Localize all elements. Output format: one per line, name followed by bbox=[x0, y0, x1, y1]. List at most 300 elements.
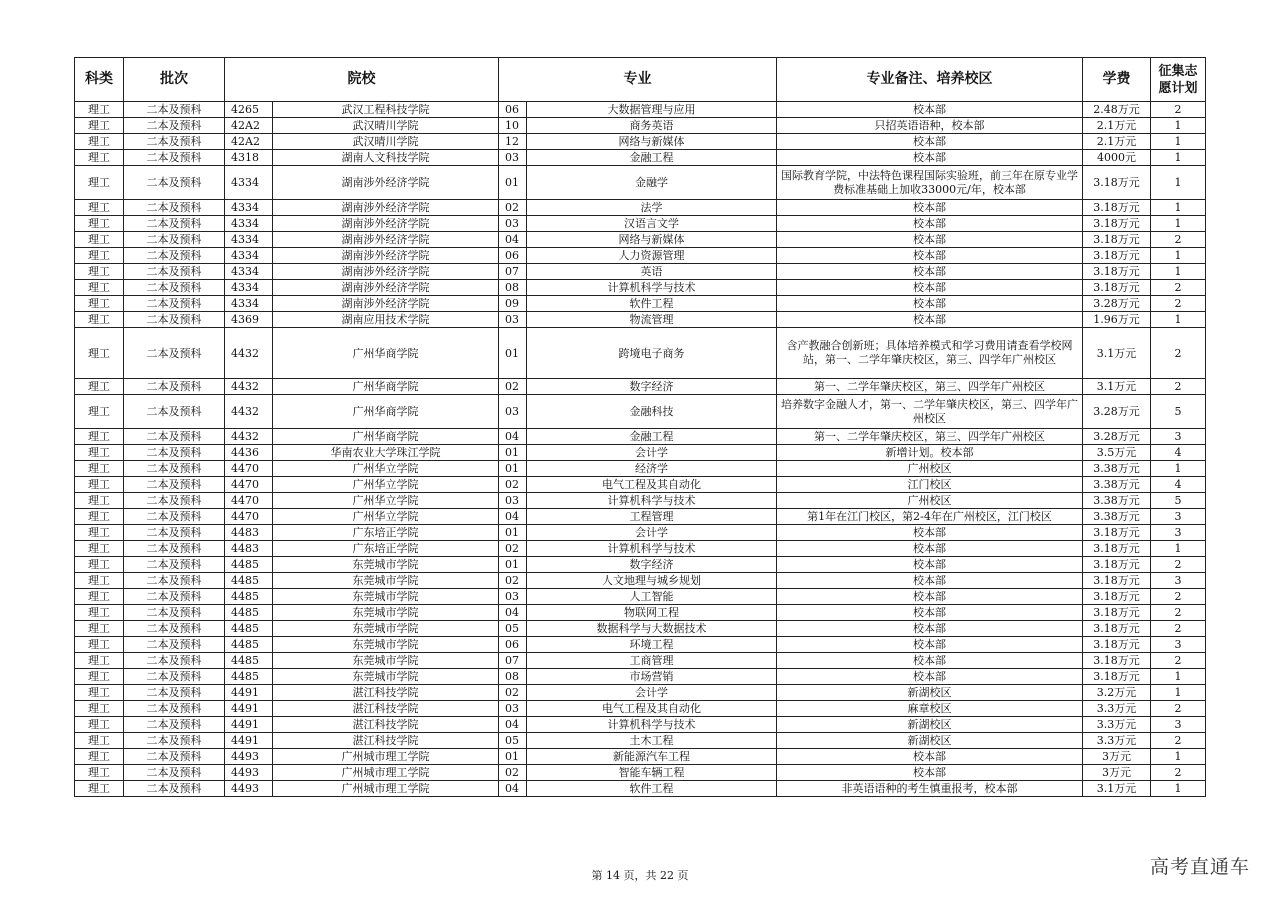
cell-plan: 4 bbox=[1151, 477, 1206, 493]
cell-category: 理工 bbox=[75, 749, 124, 765]
cell-school-name: 东莞城市学院 bbox=[273, 589, 499, 605]
cell-batch: 二本及预科 bbox=[124, 248, 225, 264]
cell-major-name: 网络与新媒体 bbox=[527, 232, 777, 248]
cell-batch: 二本及预科 bbox=[124, 669, 225, 685]
table-row bbox=[75, 717, 1206, 733]
cell-notes: 含产教融合创新班；具体培养模式和学习费用请查看学校网站，第一、二学年肇庆校区，第三、四学年广州校区 bbox=[777, 328, 1083, 379]
cell-batch: 二本及预科 bbox=[124, 395, 225, 429]
cell-school-name: 华南农业大学珠江学院 bbox=[273, 445, 499, 461]
cell-major-name: 物联网工程 bbox=[527, 605, 777, 621]
cell-school-name: 广州城市理工学院 bbox=[273, 781, 499, 797]
cell-major-code: 12 bbox=[499, 134, 527, 150]
cell-plan: 1 bbox=[1151, 134, 1206, 150]
cell-category: 理工 bbox=[75, 102, 124, 118]
cell-tuition: 3.18万元 bbox=[1083, 525, 1151, 541]
cell-notes: 校本部 bbox=[777, 573, 1083, 589]
cell-major-name: 软件工程 bbox=[527, 781, 777, 797]
cell-plan: 3 bbox=[1151, 717, 1206, 733]
cell-batch: 二本及预科 bbox=[124, 118, 225, 134]
cell-plan: 1 bbox=[1151, 749, 1206, 765]
table-row bbox=[75, 461, 1206, 477]
cell-batch: 二本及预科 bbox=[124, 509, 225, 525]
cell-category: 理工 bbox=[75, 264, 124, 280]
table-row bbox=[75, 280, 1206, 296]
cell-tuition: 3.18万元 bbox=[1083, 637, 1151, 653]
header-tuition: 学费 bbox=[1083, 58, 1151, 102]
cell-major-code: 04 bbox=[499, 605, 527, 621]
cell-school-name: 湛江科技学院 bbox=[273, 717, 499, 733]
cell-school-name: 东莞城市学院 bbox=[273, 669, 499, 685]
cell-category: 理工 bbox=[75, 395, 124, 429]
cell-category: 理工 bbox=[75, 493, 124, 509]
table-row bbox=[75, 216, 1206, 232]
cell-major-code: 06 bbox=[499, 102, 527, 118]
cell-category: 理工 bbox=[75, 166, 124, 200]
table-row bbox=[75, 557, 1206, 573]
cell-tuition: 3.18万元 bbox=[1083, 605, 1151, 621]
cell-plan: 2 bbox=[1151, 102, 1206, 118]
cell-tuition: 3.18万元 bbox=[1083, 669, 1151, 685]
cell-plan: 2 bbox=[1151, 328, 1206, 379]
cell-plan: 1 bbox=[1151, 216, 1206, 232]
cell-category: 理工 bbox=[75, 621, 124, 637]
header-category: 科类 bbox=[75, 58, 124, 102]
cell-major-code: 03 bbox=[499, 150, 527, 166]
cell-school-code: 4485 bbox=[225, 605, 273, 621]
cell-major-code: 03 bbox=[499, 216, 527, 232]
cell-school-code: 4334 bbox=[225, 216, 273, 232]
cell-major-name: 人工智能 bbox=[527, 589, 777, 605]
cell-major-code: 10 bbox=[499, 118, 527, 134]
cell-batch: 二本及预科 bbox=[124, 701, 225, 717]
cell-batch: 二本及预科 bbox=[124, 557, 225, 573]
cell-notes: 非英语语种的考生慎重报考，校本部 bbox=[777, 781, 1083, 797]
cell-tuition: 3.38万元 bbox=[1083, 493, 1151, 509]
cell-school-name: 广州华商学院 bbox=[273, 328, 499, 379]
cell-school-name: 武汉工程科技学院 bbox=[273, 102, 499, 118]
cell-major-name: 数字经济 bbox=[527, 557, 777, 573]
cell-school-name: 东莞城市学院 bbox=[273, 621, 499, 637]
cell-major-name: 经济学 bbox=[527, 461, 777, 477]
cell-plan: 5 bbox=[1151, 493, 1206, 509]
cell-school-code: 4318 bbox=[225, 150, 273, 166]
table-row bbox=[75, 264, 1206, 280]
cell-school-name: 广州城市理工学院 bbox=[273, 749, 499, 765]
cell-notes: 校本部 bbox=[777, 525, 1083, 541]
cell-tuition: 3.28万元 bbox=[1083, 395, 1151, 429]
cell-major-code: 01 bbox=[499, 461, 527, 477]
cell-category: 理工 bbox=[75, 118, 124, 134]
cell-school-name: 东莞城市学院 bbox=[273, 557, 499, 573]
cell-batch: 二本及预科 bbox=[124, 166, 225, 200]
cell-school-name: 广州华立学院 bbox=[273, 493, 499, 509]
cell-major-name: 会计学 bbox=[527, 525, 777, 541]
table-row bbox=[75, 395, 1206, 429]
table-row bbox=[75, 733, 1206, 749]
cell-category: 理工 bbox=[75, 685, 124, 701]
table-row bbox=[75, 605, 1206, 621]
cell-batch: 二本及预科 bbox=[124, 493, 225, 509]
table-row bbox=[75, 134, 1206, 150]
cell-notes: 新湖校区 bbox=[777, 685, 1083, 701]
cell-school-code: 4485 bbox=[225, 669, 273, 685]
cell-school-code: 4432 bbox=[225, 395, 273, 429]
cell-major-name: 新能源汽车工程 bbox=[527, 749, 777, 765]
cell-batch: 二本及预科 bbox=[124, 781, 225, 797]
cell-tuition: 2.1万元 bbox=[1083, 118, 1151, 134]
cell-batch: 二本及预科 bbox=[124, 216, 225, 232]
cell-major-name: 计算机科学与技术 bbox=[527, 541, 777, 557]
cell-plan: 2 bbox=[1151, 653, 1206, 669]
cell-notes: 校本部 bbox=[777, 102, 1083, 118]
cell-tuition: 3.28万元 bbox=[1083, 296, 1151, 312]
cell-notes: 校本部 bbox=[777, 150, 1083, 166]
table-row bbox=[75, 541, 1206, 557]
header-notes: 专业备注、培养校区 bbox=[777, 58, 1083, 102]
table-row bbox=[75, 589, 1206, 605]
cell-school-code: 4485 bbox=[225, 573, 273, 589]
cell-major-code: 01 bbox=[499, 328, 527, 379]
table-row bbox=[75, 525, 1206, 541]
cell-school-name: 武汉晴川学院 bbox=[273, 118, 499, 134]
cell-plan: 3 bbox=[1151, 509, 1206, 525]
cell-tuition: 3.18万元 bbox=[1083, 264, 1151, 280]
cell-notes: 校本部 bbox=[777, 134, 1083, 150]
cell-notes: 校本部 bbox=[777, 765, 1083, 781]
cell-plan: 3 bbox=[1151, 525, 1206, 541]
cell-category: 理工 bbox=[75, 134, 124, 150]
cell-batch: 二本及预科 bbox=[124, 653, 225, 669]
cell-category: 理工 bbox=[75, 150, 124, 166]
cell-notes: 校本部 bbox=[777, 621, 1083, 637]
cell-major-name: 汉语言文学 bbox=[527, 216, 777, 232]
cell-major-name: 数据科学与大数据技术 bbox=[527, 621, 777, 637]
cell-plan: 1 bbox=[1151, 200, 1206, 216]
cell-tuition: 3.18万元 bbox=[1083, 573, 1151, 589]
cell-notes: 校本部 bbox=[777, 749, 1083, 765]
header-row bbox=[75, 58, 1206, 102]
cell-major-code: 03 bbox=[499, 395, 527, 429]
cell-school-name: 广州华商学院 bbox=[273, 395, 499, 429]
table-row bbox=[75, 477, 1206, 493]
cell-category: 理工 bbox=[75, 573, 124, 589]
cell-major-code: 03 bbox=[499, 493, 527, 509]
cell-school-name: 东莞城市学院 bbox=[273, 637, 499, 653]
cell-batch: 二本及预科 bbox=[124, 379, 225, 395]
cell-school-name: 湖南涉外经济学院 bbox=[273, 248, 499, 264]
cell-batch: 二本及预科 bbox=[124, 134, 225, 150]
cell-plan: 1 bbox=[1151, 461, 1206, 477]
cell-school-name: 湛江科技学院 bbox=[273, 685, 499, 701]
cell-batch: 二本及预科 bbox=[124, 264, 225, 280]
table-row bbox=[75, 248, 1206, 264]
cell-notes: 校本部 bbox=[777, 248, 1083, 264]
cell-category: 理工 bbox=[75, 429, 124, 445]
cell-plan: 1 bbox=[1151, 685, 1206, 701]
cell-major-name: 法学 bbox=[527, 200, 777, 216]
cell-category: 理工 bbox=[75, 637, 124, 653]
cell-plan: 1 bbox=[1151, 541, 1206, 557]
cell-school-code: 4485 bbox=[225, 621, 273, 637]
cell-notes: 校本部 bbox=[777, 264, 1083, 280]
cell-tuition: 3.1万元 bbox=[1083, 781, 1151, 797]
cell-school-code: 4334 bbox=[225, 248, 273, 264]
cell-notes: 校本部 bbox=[777, 280, 1083, 296]
cell-category: 理工 bbox=[75, 717, 124, 733]
cell-tuition: 4000元 bbox=[1083, 150, 1151, 166]
cell-category: 理工 bbox=[75, 605, 124, 621]
cell-notes: 校本部 bbox=[777, 232, 1083, 248]
cell-tuition: 3.2万元 bbox=[1083, 685, 1151, 701]
cell-category: 理工 bbox=[75, 200, 124, 216]
cell-category: 理工 bbox=[75, 589, 124, 605]
cell-tuition: 3.18万元 bbox=[1083, 653, 1151, 669]
table-row bbox=[75, 749, 1206, 765]
cell-major-code: 07 bbox=[499, 264, 527, 280]
cell-major-code: 03 bbox=[499, 589, 527, 605]
cell-major-name: 大数据管理与应用 bbox=[527, 102, 777, 118]
cell-major-code: 02 bbox=[499, 541, 527, 557]
cell-plan: 1 bbox=[1151, 312, 1206, 328]
cell-school-code: 42A2 bbox=[225, 134, 273, 150]
cell-notes: 第一、二学年肇庆校区，第三、四学年广州校区 bbox=[777, 429, 1083, 445]
cell-batch: 二本及预科 bbox=[124, 525, 225, 541]
cell-major-name: 跨境电子商务 bbox=[527, 328, 777, 379]
cell-plan: 2 bbox=[1151, 232, 1206, 248]
cell-school-code: 4470 bbox=[225, 493, 273, 509]
cell-major-code: 01 bbox=[499, 749, 527, 765]
cell-major-code: 02 bbox=[499, 379, 527, 395]
cell-category: 理工 bbox=[75, 477, 124, 493]
cell-school-name: 广州华立学院 bbox=[273, 461, 499, 477]
cell-school-code: 4483 bbox=[225, 541, 273, 557]
cell-plan: 1 bbox=[1151, 150, 1206, 166]
cell-major-name: 环境工程 bbox=[527, 637, 777, 653]
cell-plan: 1 bbox=[1151, 248, 1206, 264]
cell-tuition: 3.18万元 bbox=[1083, 557, 1151, 573]
cell-batch: 二本及预科 bbox=[124, 765, 225, 781]
cell-category: 理工 bbox=[75, 541, 124, 557]
cell-school-name: 湖南涉外经济学院 bbox=[273, 264, 499, 280]
table-row bbox=[75, 781, 1206, 797]
cell-tuition: 3.28万元 bbox=[1083, 429, 1151, 445]
cell-batch: 二本及预科 bbox=[124, 445, 225, 461]
cell-plan: 2 bbox=[1151, 701, 1206, 717]
cell-batch: 二本及预科 bbox=[124, 429, 225, 445]
table-row bbox=[75, 232, 1206, 248]
cell-category: 理工 bbox=[75, 248, 124, 264]
cell-major-name: 英语 bbox=[527, 264, 777, 280]
table-row bbox=[75, 509, 1206, 525]
table-body bbox=[75, 102, 1206, 797]
header-batch: 批次 bbox=[124, 58, 225, 102]
cell-major-name: 人文地理与城乡规划 bbox=[527, 573, 777, 589]
cell-batch: 二本及预科 bbox=[124, 589, 225, 605]
cell-major-name: 人力资源管理 bbox=[527, 248, 777, 264]
cell-school-code: 4432 bbox=[225, 328, 273, 379]
cell-school-code: 4485 bbox=[225, 557, 273, 573]
cell-notes: 广州校区 bbox=[777, 461, 1083, 477]
cell-major-name: 金融工程 bbox=[527, 429, 777, 445]
cell-category: 理工 bbox=[75, 216, 124, 232]
cell-category: 理工 bbox=[75, 328, 124, 379]
cell-tuition: 3.1万元 bbox=[1083, 328, 1151, 379]
cell-school-name: 广州华立学院 bbox=[273, 509, 499, 525]
cell-notes: 新湖校区 bbox=[777, 733, 1083, 749]
cell-plan: 3 bbox=[1151, 573, 1206, 589]
table-row bbox=[75, 669, 1206, 685]
cell-batch: 二本及预科 bbox=[124, 621, 225, 637]
cell-major-name: 金融工程 bbox=[527, 150, 777, 166]
table-row bbox=[75, 379, 1206, 395]
cell-tuition: 3.38万元 bbox=[1083, 461, 1151, 477]
table-row bbox=[75, 118, 1206, 134]
cell-plan: 2 bbox=[1151, 765, 1206, 781]
cell-major-code: 06 bbox=[499, 248, 527, 264]
cell-tuition: 3.38万元 bbox=[1083, 477, 1151, 493]
cell-tuition: 1.96万元 bbox=[1083, 312, 1151, 328]
cell-school-code: 4493 bbox=[225, 749, 273, 765]
cell-school-name: 武汉晴川学院 bbox=[273, 134, 499, 150]
cell-major-name: 商务英语 bbox=[527, 118, 777, 134]
cell-major-code: 09 bbox=[499, 296, 527, 312]
cell-plan: 3 bbox=[1151, 637, 1206, 653]
cell-major-name: 数字经济 bbox=[527, 379, 777, 395]
cell-major-name: 土木工程 bbox=[527, 733, 777, 749]
cell-school-name: 湖南涉外经济学院 bbox=[273, 200, 499, 216]
cell-plan: 2 bbox=[1151, 280, 1206, 296]
cell-major-name: 会计学 bbox=[527, 445, 777, 461]
cell-major-code: 05 bbox=[499, 621, 527, 637]
cell-notes: 校本部 bbox=[777, 589, 1083, 605]
cell-tuition: 3.38万元 bbox=[1083, 509, 1151, 525]
cell-major-code: 04 bbox=[499, 509, 527, 525]
cell-major-code: 03 bbox=[499, 312, 527, 328]
cell-school-code: 4334 bbox=[225, 200, 273, 216]
cell-major-name: 计算机科学与技术 bbox=[527, 493, 777, 509]
table-row bbox=[75, 701, 1206, 717]
cell-school-code: 42A2 bbox=[225, 118, 273, 134]
cell-major-code: 03 bbox=[499, 701, 527, 717]
cell-school-name: 广东培正学院 bbox=[273, 525, 499, 541]
cell-batch: 二本及预科 bbox=[124, 328, 225, 379]
cell-notes: 广州校区 bbox=[777, 493, 1083, 509]
header-plan: 征集志愿计划 bbox=[1151, 58, 1206, 102]
cell-school-name: 湖南涉外经济学院 bbox=[273, 296, 499, 312]
cell-batch: 二本及预科 bbox=[124, 573, 225, 589]
cell-plan: 2 bbox=[1151, 296, 1206, 312]
cell-school-name: 广东培正学院 bbox=[273, 541, 499, 557]
table-row bbox=[75, 328, 1206, 379]
cell-major-name: 工商管理 bbox=[527, 653, 777, 669]
cell-school-code: 4491 bbox=[225, 701, 273, 717]
cell-major-code: 08 bbox=[499, 669, 527, 685]
cell-batch: 二本及预科 bbox=[124, 312, 225, 328]
cell-school-name: 湖南涉外经济学院 bbox=[273, 216, 499, 232]
cell-notes: 校本部 bbox=[777, 216, 1083, 232]
cell-tuition: 3.18万元 bbox=[1083, 232, 1151, 248]
cell-school-code: 4470 bbox=[225, 509, 273, 525]
cell-batch: 二本及预科 bbox=[124, 461, 225, 477]
cell-tuition: 3.18万元 bbox=[1083, 621, 1151, 637]
cell-category: 理工 bbox=[75, 525, 124, 541]
table-row bbox=[75, 200, 1206, 216]
cell-major-name: 电气工程及其自动化 bbox=[527, 477, 777, 493]
cell-school-code: 4485 bbox=[225, 637, 273, 653]
cell-tuition: 3.3万元 bbox=[1083, 717, 1151, 733]
cell-school-code: 4334 bbox=[225, 264, 273, 280]
cell-school-name: 广州华商学院 bbox=[273, 429, 499, 445]
cell-tuition: 3.3万元 bbox=[1083, 701, 1151, 717]
cell-school-code: 4334 bbox=[225, 296, 273, 312]
cell-plan: 2 bbox=[1151, 589, 1206, 605]
cell-tuition: 3.18万元 bbox=[1083, 280, 1151, 296]
table-row bbox=[75, 312, 1206, 328]
cell-major-code: 08 bbox=[499, 280, 527, 296]
cell-batch: 二本及预科 bbox=[124, 605, 225, 621]
cell-notes: 只招英语语种，校本部 bbox=[777, 118, 1083, 134]
cell-tuition: 3万元 bbox=[1083, 749, 1151, 765]
cell-school-code: 4369 bbox=[225, 312, 273, 328]
table-row bbox=[75, 150, 1206, 166]
cell-plan: 2 bbox=[1151, 557, 1206, 573]
cell-school-code: 4334 bbox=[225, 232, 273, 248]
cell-school-code: 4491 bbox=[225, 685, 273, 701]
table-row bbox=[75, 637, 1206, 653]
cell-category: 理工 bbox=[75, 765, 124, 781]
cell-plan: 1 bbox=[1151, 118, 1206, 134]
cell-school-code: 4491 bbox=[225, 717, 273, 733]
cell-notes: 校本部 bbox=[777, 312, 1083, 328]
cell-school-name: 广州城市理工学院 bbox=[273, 765, 499, 781]
cell-major-code: 07 bbox=[499, 653, 527, 669]
cell-major-code: 02 bbox=[499, 477, 527, 493]
cell-notes: 麻章校区 bbox=[777, 701, 1083, 717]
header-major: 专业 bbox=[499, 58, 777, 102]
cell-school-code: 4493 bbox=[225, 765, 273, 781]
table-row bbox=[75, 493, 1206, 509]
cell-school-code: 4485 bbox=[225, 653, 273, 669]
cell-tuition: 3.18万元 bbox=[1083, 216, 1151, 232]
cell-school-code: 4491 bbox=[225, 733, 273, 749]
cell-major-code: 04 bbox=[499, 232, 527, 248]
cell-category: 理工 bbox=[75, 509, 124, 525]
cell-major-name: 物流管理 bbox=[527, 312, 777, 328]
cell-major-code: 01 bbox=[499, 445, 527, 461]
cell-batch: 二本及预科 bbox=[124, 200, 225, 216]
table-row bbox=[75, 621, 1206, 637]
cell-notes: 校本部 bbox=[777, 296, 1083, 312]
cell-plan: 1 bbox=[1151, 264, 1206, 280]
cell-school-name: 湛江科技学院 bbox=[273, 733, 499, 749]
cell-school-name: 东莞城市学院 bbox=[273, 573, 499, 589]
cell-batch: 二本及预科 bbox=[124, 637, 225, 653]
cell-major-name: 工程管理 bbox=[527, 509, 777, 525]
cell-school-code: 4470 bbox=[225, 477, 273, 493]
table-row bbox=[75, 166, 1206, 200]
cell-school-name: 湛江科技学院 bbox=[273, 701, 499, 717]
cell-notes: 校本部 bbox=[777, 669, 1083, 685]
cell-school-code: 4334 bbox=[225, 166, 273, 200]
cell-batch: 二本及预科 bbox=[124, 717, 225, 733]
cell-tuition: 3.1万元 bbox=[1083, 379, 1151, 395]
cell-school-code: 4334 bbox=[225, 280, 273, 296]
cell-major-code: 04 bbox=[499, 429, 527, 445]
cell-school-name: 湖南涉外经济学院 bbox=[273, 232, 499, 248]
cell-category: 理工 bbox=[75, 557, 124, 573]
cell-school-name: 广州华商学院 bbox=[273, 379, 499, 395]
cell-school-code: 4485 bbox=[225, 589, 273, 605]
